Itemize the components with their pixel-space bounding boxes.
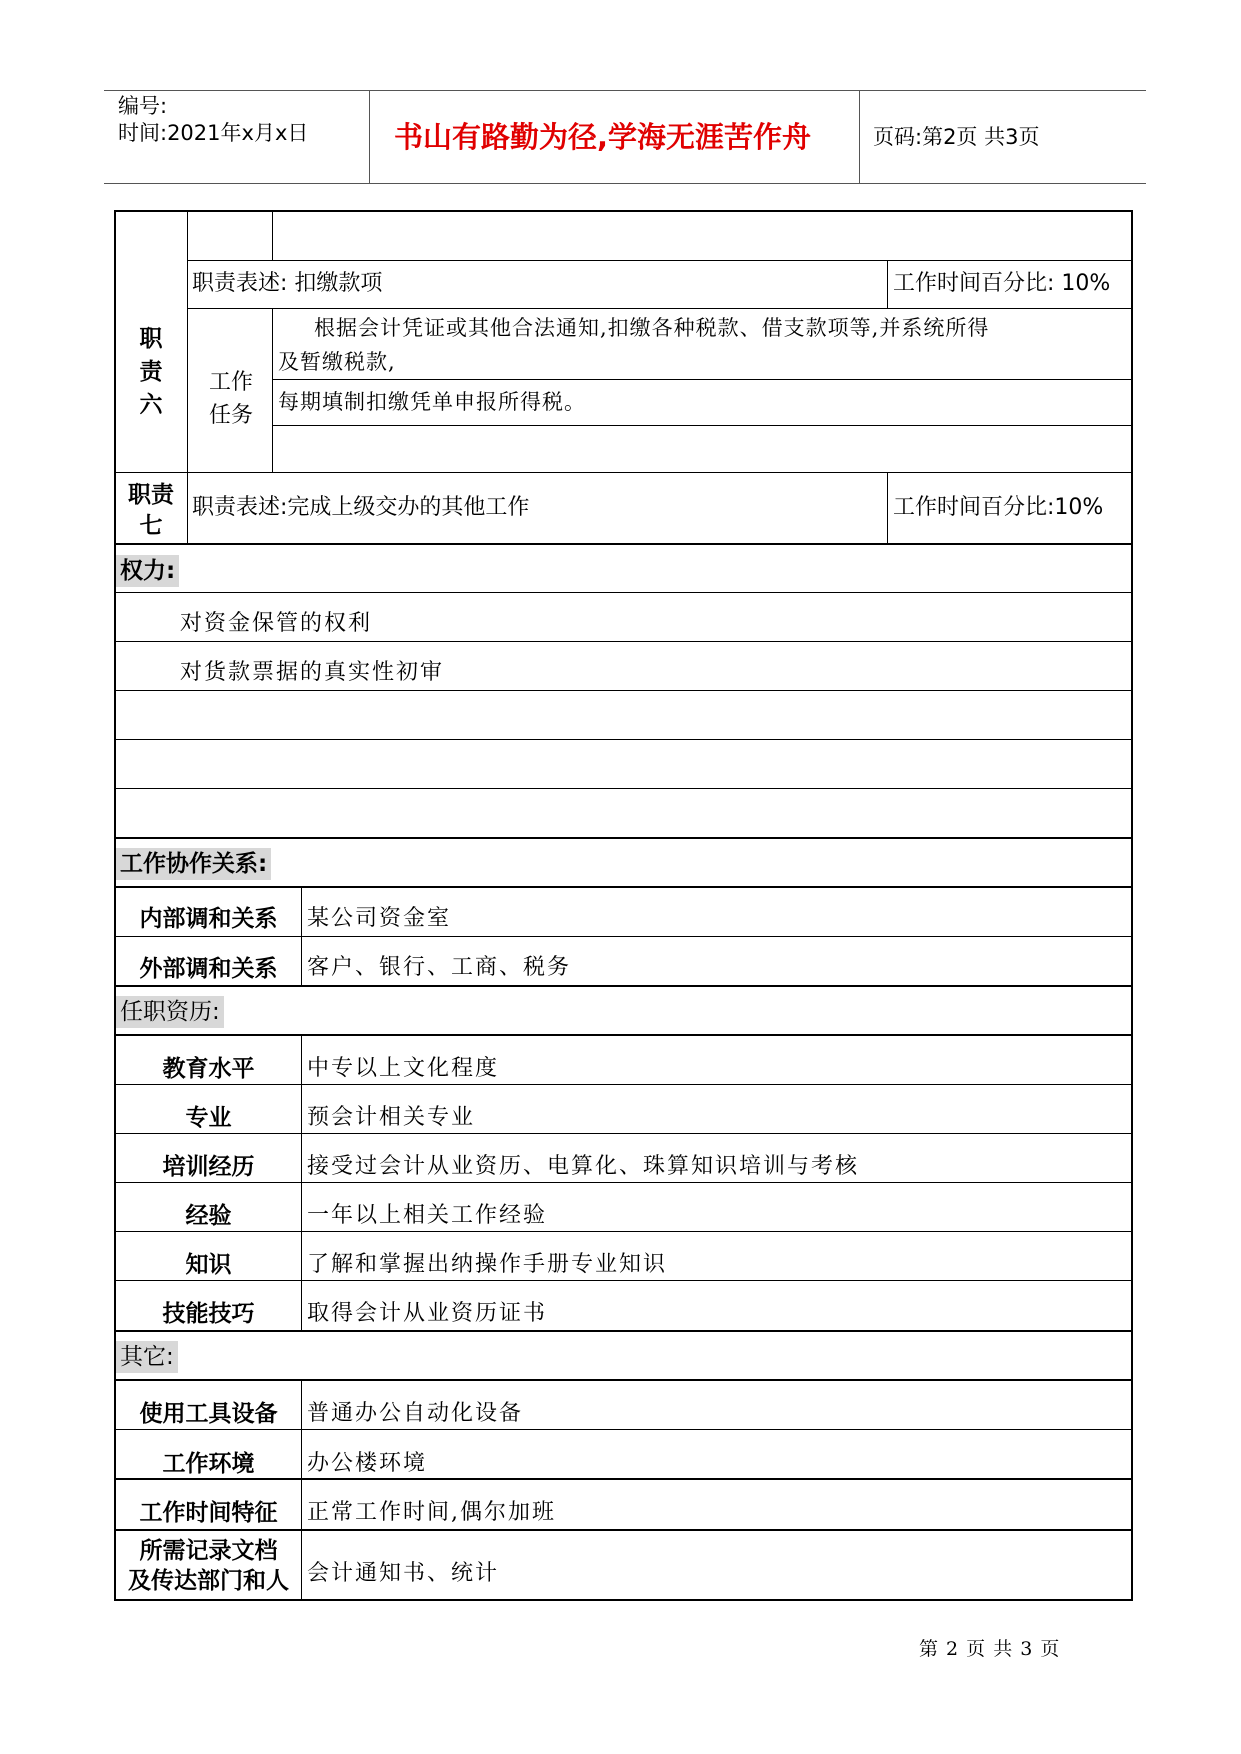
qual-value: 了解和掌握出纳操作手册专业知识 bbox=[307, 1252, 668, 1277]
qual-label: 教育水平 bbox=[162, 1056, 255, 1082]
section-divider bbox=[114, 1330, 1133, 1332]
row-divider bbox=[272, 379, 1132, 380]
row-divider bbox=[114, 1379, 1133, 1381]
row-divider bbox=[114, 739, 1133, 740]
other-label-multiline bbox=[116, 1536, 301, 1596]
other-label: 使用工具设备 bbox=[139, 1401, 278, 1427]
col-divider bbox=[301, 1035, 302, 1331]
coop-label: 外部调和关系 bbox=[139, 956, 278, 982]
other-value: 会计通知书、统计 bbox=[307, 1561, 500, 1586]
qual-label: 培训经历 bbox=[162, 1154, 255, 1180]
header-motto: 书山有路勤为径,学海无涯苦作舟 bbox=[394, 120, 812, 154]
header-divider-left bbox=[369, 90, 370, 183]
other-value: 普通办公自动化设备 bbox=[307, 1401, 524, 1426]
col-divider bbox=[187, 211, 188, 472]
section-divider bbox=[114, 543, 1133, 545]
coop-label: 内部调和关系 bbox=[139, 906, 278, 932]
col-divider bbox=[272, 308, 273, 472]
col-divider bbox=[272, 211, 273, 261]
row-divider bbox=[114, 1529, 1133, 1531]
power-item: 对资金保管的权利 bbox=[180, 611, 373, 636]
row-divider bbox=[114, 641, 1133, 642]
task-label-line: 工作 bbox=[208, 370, 253, 395]
doc-number-label: 编号: bbox=[118, 94, 168, 118]
duty-six-title-char: 职 bbox=[139, 326, 163, 352]
row-divider bbox=[114, 472, 1133, 473]
header-top-rule bbox=[104, 90, 1146, 91]
row-divider bbox=[114, 1478, 1133, 1480]
row-divider bbox=[114, 788, 1133, 789]
row-divider bbox=[114, 886, 1133, 888]
col-divider bbox=[887, 261, 888, 309]
other-value: 办公楼环境 bbox=[307, 1451, 428, 1476]
row-divider bbox=[187, 308, 1132, 309]
power-item: 对货款票据的真实性初审 bbox=[180, 660, 445, 685]
qual-value: 取得会计从业资历证书 bbox=[307, 1301, 548, 1326]
other-label-line: 所需记录文档 bbox=[139, 1538, 278, 1564]
qual-value: 一年以上相关工作经验 bbox=[307, 1203, 548, 1228]
task-line: 及暂缴税款, bbox=[278, 350, 396, 374]
coop-value: 客户、银行、工商、税务 bbox=[307, 955, 572, 980]
qual-label: 知识 bbox=[185, 1252, 232, 1278]
row-divider bbox=[114, 1231, 1133, 1232]
coop-value: 某公司资金室 bbox=[307, 906, 452, 931]
header-divider-right bbox=[859, 90, 860, 183]
row-divider bbox=[114, 1133, 1133, 1134]
other-label: 工作时间特征 bbox=[139, 1500, 278, 1526]
row-divider bbox=[114, 1084, 1133, 1085]
row-divider bbox=[114, 1429, 1133, 1430]
duty-six-description: 职责表述: 扣缴款项 bbox=[192, 271, 383, 296]
task-label bbox=[206, 366, 256, 432]
duty-seven-description: 职责表述:完成上级交办的其他工作 bbox=[192, 495, 530, 520]
other-heading: 其它: bbox=[116, 1341, 178, 1373]
other-label: 工作环境 bbox=[162, 1451, 255, 1477]
qual-value: 预会计相关专业 bbox=[307, 1105, 476, 1130]
qual-label: 专业 bbox=[185, 1105, 232, 1131]
row-divider bbox=[114, 1280, 1133, 1281]
task-label-line: 任务 bbox=[208, 403, 253, 428]
duty-seven-percent: 工作时间百分比:10% bbox=[893, 495, 1104, 520]
row-divider bbox=[114, 592, 1133, 593]
col-divider bbox=[887, 472, 888, 543]
power-heading: 权力: bbox=[116, 555, 179, 587]
header-bottom-rule bbox=[104, 183, 1146, 184]
row-divider bbox=[114, 690, 1133, 691]
duty-six-title bbox=[139, 323, 163, 422]
qual-label: 经验 bbox=[185, 1203, 232, 1229]
duty-six-percent: 工作时间百分比: 10% bbox=[893, 271, 1111, 296]
qual-label: 技能技巧 bbox=[162, 1301, 255, 1327]
row-divider bbox=[114, 1034, 1133, 1036]
duty-seven-title-line: 职责 bbox=[128, 482, 174, 508]
page-footer: 第 2 页 共 3 页 bbox=[919, 1638, 1061, 1660]
col-divider bbox=[301, 1380, 302, 1600]
duty-six-title-char: 责 bbox=[139, 359, 163, 385]
duty-six-title-char: 六 bbox=[139, 392, 163, 418]
row-divider bbox=[114, 936, 1133, 937]
qual-value: 接受过会计从业资历、电算化、珠算知识培训与考核 bbox=[307, 1154, 860, 1179]
row-divider bbox=[272, 425, 1132, 426]
section-divider bbox=[114, 837, 1133, 839]
duty-seven-title-line: 七 bbox=[139, 513, 163, 539]
duty-seven-title bbox=[126, 480, 176, 542]
task-line: 根据会计凭证或其他合法通知,扣缴各种税款、借支款项等,并系统所得 bbox=[314, 316, 990, 340]
time-label: 时间:2021年x月x日 bbox=[118, 121, 309, 145]
section-divider bbox=[114, 985, 1133, 987]
other-label-line: 及传达部门和人 bbox=[128, 1568, 289, 1594]
task-line: 每期填制扣缴凭单申报所得税。 bbox=[278, 390, 586, 414]
other-value: 正常工作时间,偶尔加班 bbox=[307, 1500, 556, 1525]
page-indicator: 页码:第2页 共3页 bbox=[873, 125, 1040, 149]
row-divider bbox=[187, 260, 1132, 261]
row-divider bbox=[114, 1182, 1133, 1183]
col-divider bbox=[187, 472, 188, 543]
cooperation-heading: 工作协作关系: bbox=[116, 848, 271, 880]
qual-value: 中专以上文化程度 bbox=[307, 1056, 500, 1081]
qualification-heading: 任职资历: bbox=[116, 996, 224, 1028]
